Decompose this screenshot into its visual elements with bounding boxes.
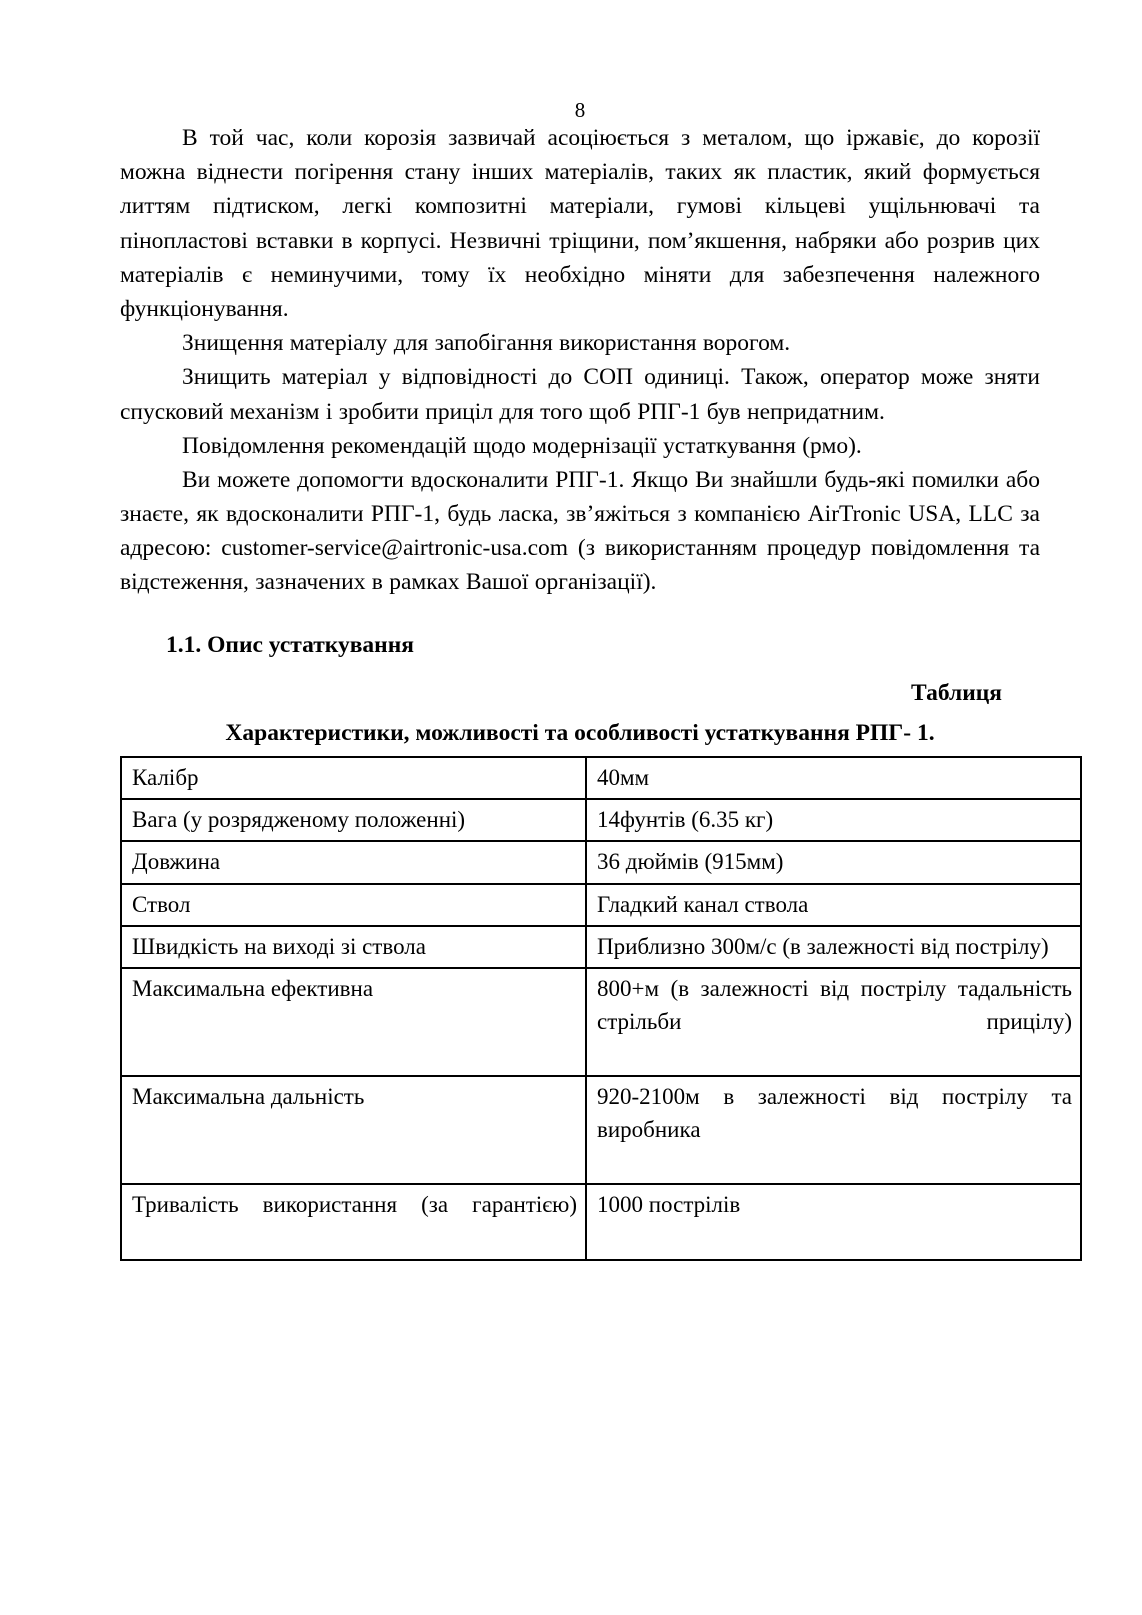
table-cell-value: 14фунтів (6.35 кг): [586, 799, 1081, 841]
paragraph-recommendations: Повідомлення рекомендацій щодо модернізації устаткування (рмо).: [182, 432, 862, 459]
table-cell-parameter: Довжина: [121, 841, 586, 883]
specifications-table: [120, 756, 1082, 1260]
paragraph-destroy-material-intro: Знищення матеріалу для запобігання використання ворогом.: [182, 330, 791, 357]
table-cell-value: 1000 пострілів: [586, 1184, 1081, 1259]
table-row: [121, 1184, 1081, 1259]
table-cell-parameter: Ствол: [121, 884, 586, 926]
table-row: [121, 757, 1081, 799]
table-cell-parameter: Максимальна ефективна: [121, 968, 586, 1076]
table-row: [121, 884, 1081, 926]
table-cell-parameter: Швидкість на виході зі ствола: [121, 926, 586, 968]
table-cell-value: 920-2100м в залежності від пострілу та виробника: [586, 1076, 1081, 1184]
paragraph-destroy-material-detail: Знищить матеріал у відповідності до СОП одиниці. Також, оператор може зняти спусковий механізм і зробити приціл для того щоб РПГ-1 був непридатним.: [120, 364, 1040, 425]
table-row: [121, 841, 1081, 883]
table-row: [121, 1076, 1081, 1184]
specifications-table-body: [121, 757, 1081, 1259]
table-row: [121, 926, 1081, 968]
table-title: Характеристики, можливості та особливості устаткування РПГ- 1.: [225, 720, 935, 746]
paragraph-corrosion: В той час, коли корозія зазвичай асоціюється з металом, що іржавіє, до корозії можна віднести погірення стану інших матеріалів, таких як пластик, який формується литтям підтиском, легкі композитні матеріали, гумові кільцеві ущільнювачі та пінопластові вставки в корпусі. Незвичні тріщини, пом’якшення, набряки або розрив цих матеріалів є неминучими, тому їх необхідно міняти для забезпечення належного функціонування.: [120, 125, 1040, 322]
table-label: Таблиця: [911, 679, 1002, 706]
table-cell-value: 800+м (в залежності від пострілу тадальність стрільби прицілу): [586, 968, 1081, 1076]
table-cell-value: Гладкий канал ствола: [586, 884, 1081, 926]
table-cell-value: 36 дюймів (915мм): [586, 841, 1081, 883]
table-cell-parameter: Калібр: [121, 757, 586, 799]
paragraph-contact: Ви можете допомогти вдосконалити РПГ-1. Якщо Ви знайшли будь-які помилки або знаєте, як вдосконалити РПГ-1, будь ласка, зв’яжіться з компанією AirTronic USA, LLC за адресою: customer-service@airtronic-usa.com (з використанням процедур повідомлення та відстеження, зазначених в рамках Вашої організації).: [120, 466, 1040, 596]
table-cell-value: 40мм: [586, 757, 1081, 799]
section-heading-1-1: 1.1. Опис устаткування: [166, 631, 414, 658]
table-row: [121, 968, 1081, 1076]
table-cell-parameter: Тривалість використання (за гарантією): [121, 1184, 586, 1259]
page-number: 8: [574, 98, 586, 122]
table-cell-value: Приблизно 300м/с (в залежності від пострілу): [586, 926, 1081, 968]
table-cell-parameter: Максимальна дальність: [121, 1076, 586, 1184]
table-cell-parameter: Вага (у розрядженому положенні): [121, 799, 586, 841]
table-row: [121, 799, 1081, 841]
page-content: [120, 0, 1072, 1261]
